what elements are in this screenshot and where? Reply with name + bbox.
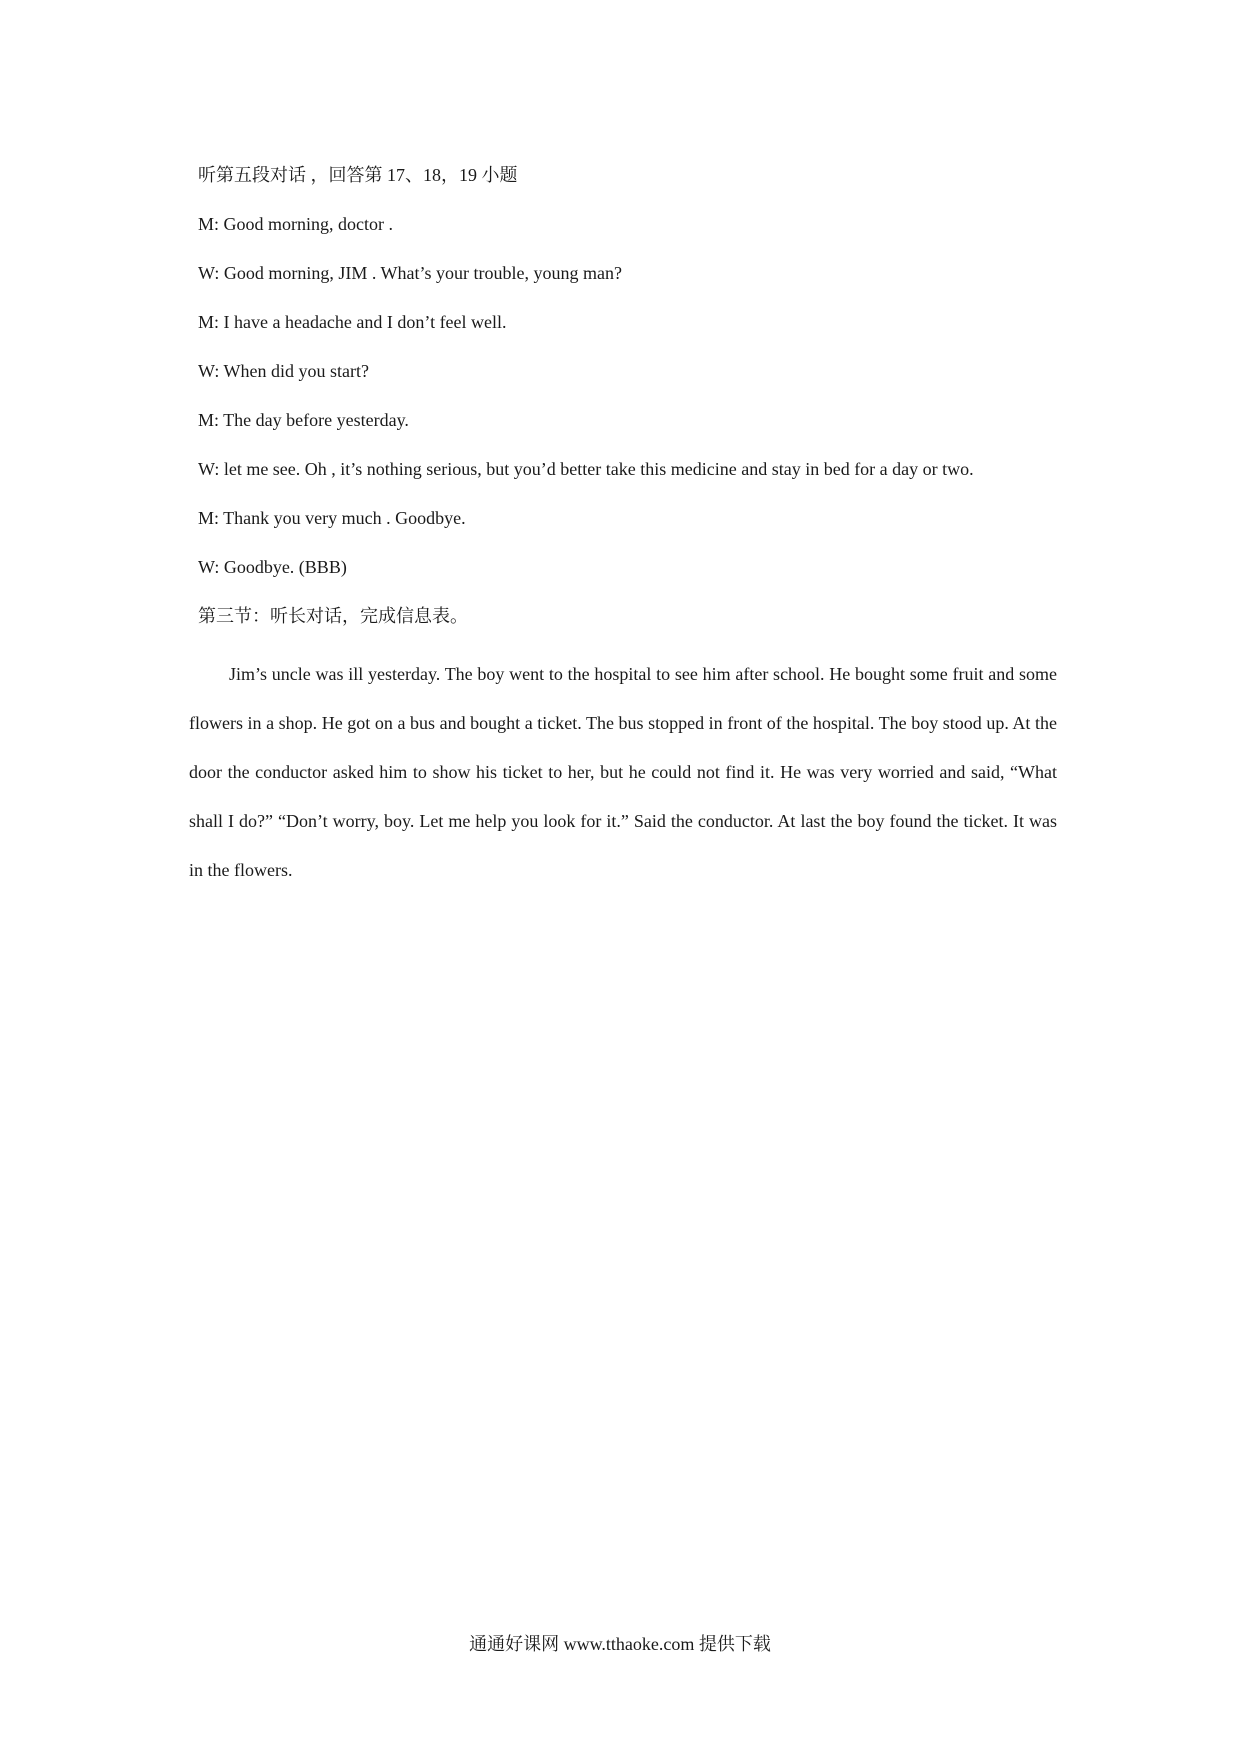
dialogue-line: M: I have a headache and I don’t feel well. (198, 312, 507, 332)
section-three-title: 第三节：听长对话，完成信息表。 (198, 606, 468, 626)
dialogue-line: W: Good morning, JIM . What’s your trouble, young man? (198, 263, 622, 283)
dialogue-line: W: let me see. Oh , it’s nothing serious, but you’d better take this medicine and stay in bed for a day or two. (198, 459, 974, 479)
dialogue-list (198, 212, 974, 604)
dialogue-line: M: Thank you very much . Goodbye. (198, 508, 466, 528)
dialogue-five-heading: 听第五段对话 ，回答第 17、18，19 小题 (198, 165, 518, 185)
dialogue-line: M: The day before yesterday. (198, 410, 409, 430)
dialogue-line: M: Good morning, doctor . (198, 214, 393, 234)
dialogue-line: W: When did you start? (198, 361, 369, 381)
footer-source-text: 通通好课网 www.tthaoke.com 提供下载 (469, 1634, 771, 1654)
dialogue-line: W: Goodbye. (BBB) (198, 557, 347, 577)
passage-paragraph: Jim’s uncle was ill yesterday. The boy went to the hospital to see him after school. He bought some fruit and some flowers in a shop. He got on a bus and bought a ticket. The bus stopped in front of the hospital. The boy stood up. At the door the conductor asked him to show his ticket to her, but he could not find it. He was very worried and said, “What shall I do?” “Don’t worry, boy. Let me help you look for it.” Said the conductor. At last the boy found the ticket. It was in the flowers. (189, 664, 1057, 880)
